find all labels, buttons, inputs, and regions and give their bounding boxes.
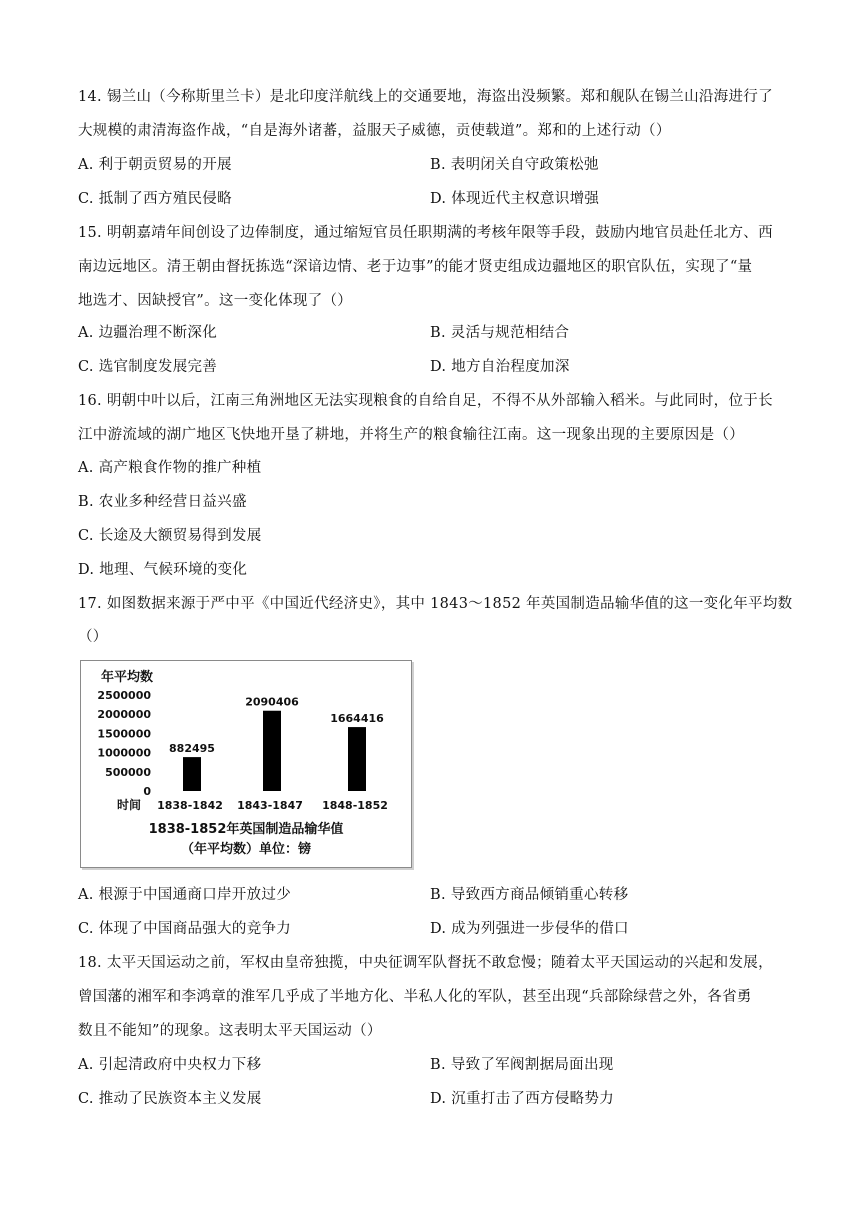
y-tick-label: 0	[143, 785, 151, 798]
q17-option-c[interactable]: C. 体现了中国商品强大的竞争力	[78, 921, 292, 937]
chart-caption-line-1: 1838-1852年英国制造品输华值	[148, 822, 344, 837]
bars	[169, 696, 384, 791]
q16-option-c[interactable]: C. 长途及大额贸易得到发展	[78, 528, 262, 544]
q14-option-a[interactable]: A. 利于朝贡贸易的开展	[78, 157, 232, 173]
q14-stem-line-2: 大规模的肃清海盗作战，“自是海外诸蕃，益服天子威德，贡使载道”。郑和的上述行动（）	[78, 123, 671, 139]
q16-option-a[interactable]: A. 高产粮食作物的推广种植	[78, 460, 262, 476]
bar	[263, 711, 281, 791]
q15-stem-line-1: 15. 明朝嘉靖年间创设了边俸制度，通过缩短官员任职期满的考核年限等手段，鼓励内地官员赴任北方、西	[78, 225, 773, 241]
q18-stem-line-3: 数且不能知”的现象。这表明太平天国运动（）	[78, 1023, 382, 1039]
bar	[183, 757, 201, 791]
chart-caption-line-2: （年平均数）单位：镑	[180, 842, 312, 857]
x-axis-label: 时间	[117, 798, 142, 812]
q18-option-c[interactable]: C. 推动了民族资本主义发展	[78, 1091, 262, 1107]
x-tick-label: 1838-1842	[157, 799, 223, 812]
y-tick-label: 2000000	[97, 708, 151, 722]
bar-chart-svg	[81, 661, 411, 867]
q17-stem-line-1: 17. 如图数据来源于严中平《中国近代经济史》，其中 1843～1852 年英国制造品输华值的这一变化年平均数	[78, 596, 793, 612]
y-tick-label: 500000	[105, 765, 151, 779]
bar-value-label: 2090406	[245, 695, 299, 709]
bar-value-label: 882495	[169, 742, 215, 756]
y-tick-label: 2500000	[97, 689, 151, 702]
q18-stem-line-2: 曾国藩的湘军和李鸿章的淮军几乎成了半地方化、半私人化的军队，甚至出现“兵部除绿营之外，各省勇	[78, 989, 752, 1005]
q17-stem-line-2: （）	[78, 629, 108, 645]
q17-option-a[interactable]: A. 根源于中国通商口岸开放过少	[78, 887, 291, 903]
q16-stem-line-2: 江中游流域的湖广地区飞快地开垦了耕地，并将生产的粮食输往江南。这一现象出现的主要原因是（）	[78, 427, 744, 443]
y-axis-label: 年平均数	[101, 670, 154, 685]
q18-stem-line-1: 18. 太平天国运动之前，军权由皇帝独揽，中央征调军队督抚不敢怠慢；随着太平天国运动的兴起和发展，	[78, 955, 773, 971]
q16-option-b[interactable]: B. 农业多种经营日益兴盛	[78, 494, 247, 510]
q15-option-a[interactable]: A. 边疆治理不断深化	[78, 325, 217, 341]
q14-option-d[interactable]: D. 体现近代主权意识增强	[430, 191, 600, 207]
q18-option-d[interactable]: D. 沉重打击了西方侵略势力	[430, 1091, 615, 1107]
q14-stem-line-1: 14. 锡兰山（今称斯里兰卡）是北印度洋航线上的交通要地，海盗出没频繁。郑和舰队在锡兰山沿海进行了	[78, 89, 773, 105]
q18-option-b[interactable]: B. 导致了军阀割据局面出现	[430, 1057, 614, 1073]
bar-chart	[80, 660, 412, 868]
y-tick-label: 1500000	[97, 727, 151, 741]
q17-option-d[interactable]: D. 成为列强进一步侵华的借口	[430, 921, 629, 937]
q14-option-c[interactable]: C. 抵制了西方殖民侵略	[78, 191, 232, 207]
q14-option-b[interactable]: B. 表明闭关自守政策松弛	[430, 157, 599, 173]
y-tick-labels	[97, 689, 151, 798]
bar	[348, 727, 366, 791]
x-tick-label: 1848-1852	[322, 799, 388, 812]
x-tick-labels	[157, 799, 388, 812]
q18-option-a[interactable]: A. 引起清政府中央权力下移	[78, 1057, 262, 1073]
q15-stem-line-3: 地选才、因缺授官”。这一变化体现了（）	[78, 293, 353, 309]
q17-option-b[interactable]: B. 导致西方商品倾销重心转移	[430, 887, 629, 903]
y-tick-label: 1000000	[97, 746, 151, 760]
q15-stem-line-2: 南边远地区。清王朝由督抚拣选“深谙边情、老于边事”的能才贤吏组成边疆地区的职官队伍，实现了“量	[78, 259, 753, 275]
x-tick-label: 1843-1847	[237, 799, 303, 812]
q16-option-d[interactable]: D. 地理、气候环境的变化	[78, 562, 248, 578]
q15-option-d[interactable]: D. 地方自治程度加深	[430, 359, 570, 375]
q15-option-c[interactable]: C. 选官制度发展完善	[78, 359, 218, 375]
q15-option-b[interactable]: B. 灵活与规范相结合	[430, 325, 570, 341]
q16-stem-line-1: 16. 明朝中叶以后，江南三角洲地区无法实现粮食的自给自足，不得不从外部输入稻米。与此同时，位于长	[78, 393, 773, 409]
bar-value-label: 1664416	[330, 712, 384, 726]
